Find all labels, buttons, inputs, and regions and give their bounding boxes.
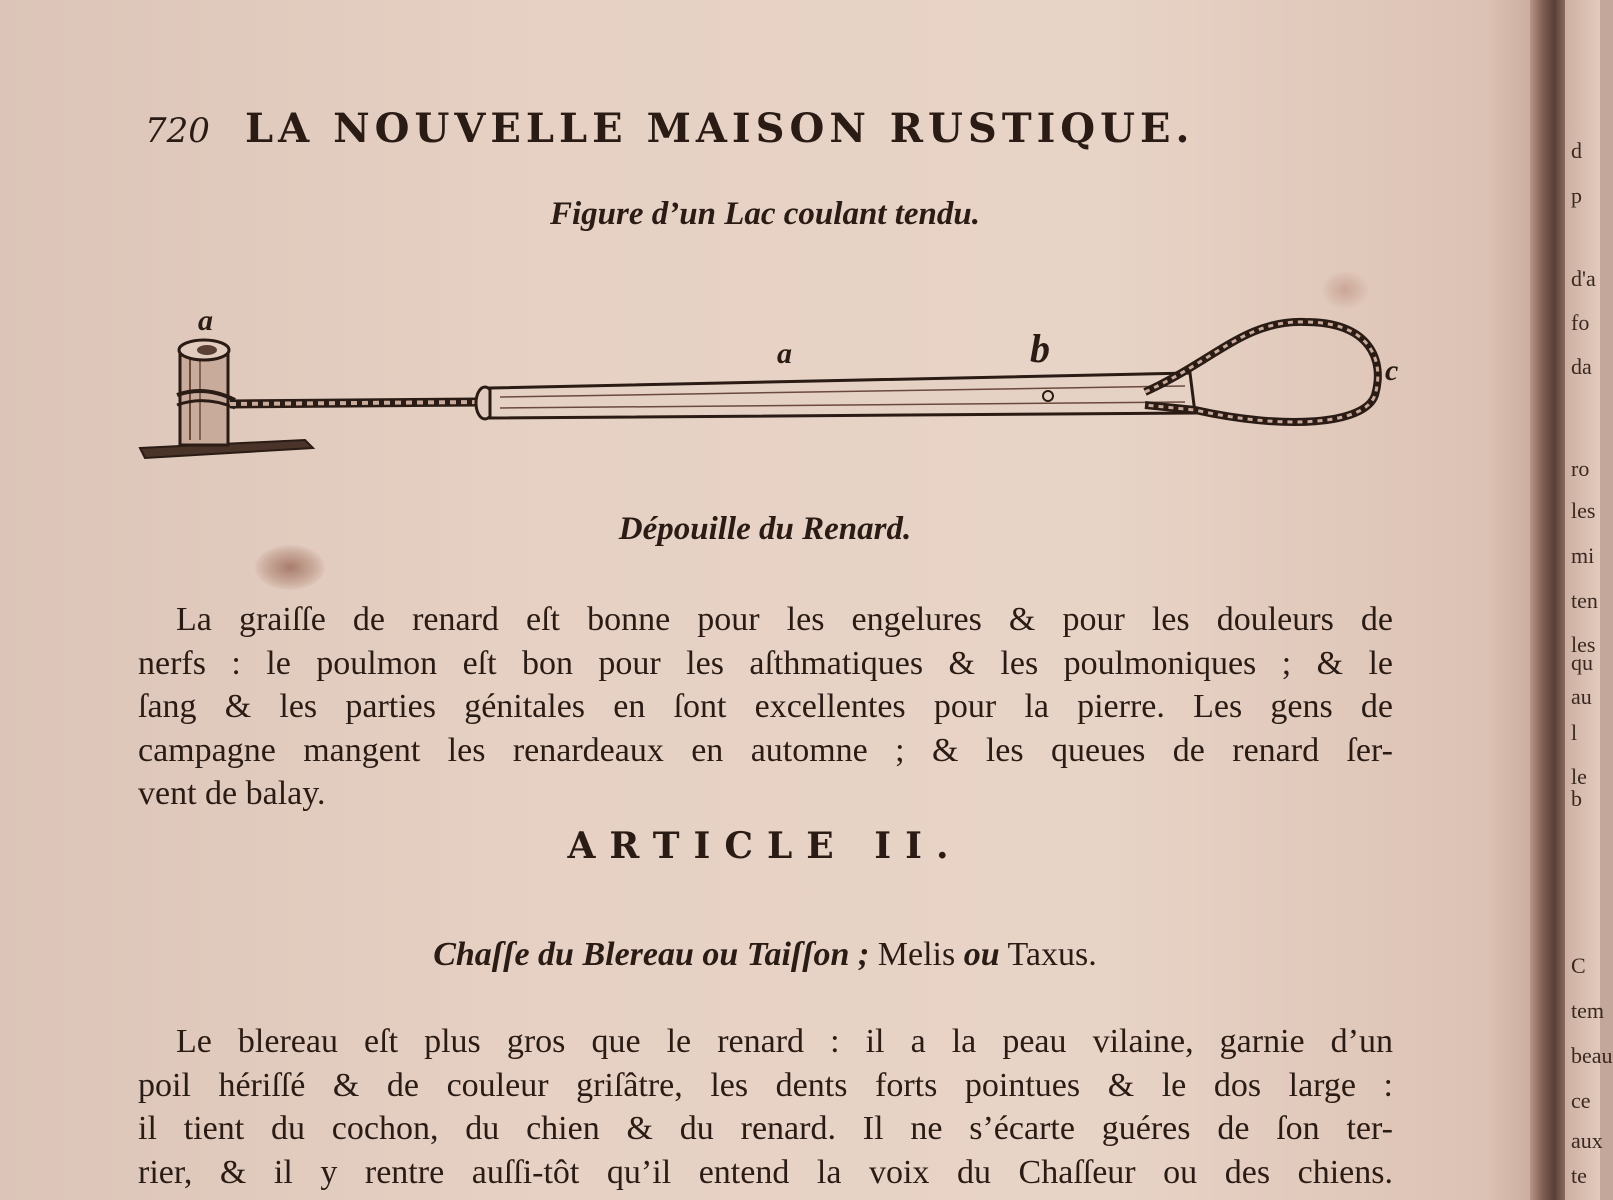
next-page-fragment: beau xyxy=(1571,1043,1613,1068)
next-page-edge xyxy=(1565,0,1613,1200)
subsection-part: Taxus. xyxy=(999,936,1097,973)
next-page-fragment: les xyxy=(1571,632,1596,657)
next-page-fragment: d xyxy=(1571,138,1582,163)
paper-stain xyxy=(255,545,325,590)
next-page-fragment: aux xyxy=(1571,1128,1603,1153)
snare-figure xyxy=(135,300,1425,470)
subsection-part: ou xyxy=(963,936,1000,973)
text-line: La graiſſe de renard eſt bonne pour les engelures & pour les douleurs de xyxy=(176,601,1393,638)
book-gutter xyxy=(1530,0,1565,1200)
section-title: Dépouille du Renard. xyxy=(618,511,912,547)
book-title: LA NOUVELLE MAISON RUSTIQUE. xyxy=(245,105,1195,152)
subsection-part: Melis xyxy=(869,936,964,973)
text-line: vent de balay. xyxy=(138,775,326,812)
figure-label-a-peg: a xyxy=(198,304,213,337)
next-page-fragment: mi xyxy=(1571,543,1595,568)
next-page-fragment: p xyxy=(1571,183,1582,208)
next-page-fragment: tem xyxy=(1571,998,1604,1023)
figure-caption: Figure d’un Lac coulant tendu. xyxy=(550,196,980,232)
next-page-fragment: les xyxy=(1571,498,1596,523)
snare-illustration xyxy=(135,300,1425,470)
next-page-fragment: C xyxy=(1571,953,1586,978)
next-page-fragment: l xyxy=(1571,720,1578,745)
paragraph-badger xyxy=(138,1020,1393,1194)
next-page-fragment: le b xyxy=(1571,764,1587,811)
text-line: Le blereau eſt plus gros que le renard : il a la peau vilaine, garnie d’un xyxy=(176,1023,1393,1060)
next-page-fragment: da xyxy=(1571,354,1592,379)
next-page-fragment: ten xyxy=(1571,588,1598,613)
figure-label-b: b xyxy=(1030,326,1050,371)
text-line: ſang & les parties génitales en ſont excellentes pour la pierre. Les gens de xyxy=(138,688,1393,725)
next-page-fragment: fo xyxy=(1571,310,1590,335)
figure-label-c: c xyxy=(1385,354,1399,387)
figure-label-a-rod: a xyxy=(777,337,792,370)
next-page-fragment: ce xyxy=(1571,1088,1591,1113)
text-line: il tient du cochon, du chien & du renard. Il ne s’écarte guéres de ſon ter- xyxy=(138,1110,1393,1147)
next-page-fragment: d'a xyxy=(1571,266,1596,291)
text-line: poil hériſſé & de couleur griſâtre, les dents forts pointues & le dos large : xyxy=(138,1066,1393,1104)
next-page-fragment: ro xyxy=(1571,456,1590,481)
next-page-fragment: te xyxy=(1571,1163,1587,1188)
next-page-fragment: qu xyxy=(1571,650,1593,675)
next-page-fragment: au xyxy=(1571,684,1592,709)
running-head xyxy=(145,105,1345,155)
text-line: rier, & il y rentre auſſi-tôt qu’il entend la voix du Chaſſeur ou des chiens. xyxy=(138,1153,1393,1191)
paragraph-fox xyxy=(138,598,1393,816)
text-line: campagne mangent les renardeaux en automne ; & les queues de renard ſer- xyxy=(138,731,1393,769)
subsection-title xyxy=(0,936,1530,974)
page-number: 720 xyxy=(145,111,210,151)
article-heading: ARTICLE II. xyxy=(567,825,963,867)
text-line: nerfs : le poulmon eſt bon pour les aſthmatiques & les poulmoniques ; & le xyxy=(138,644,1393,682)
subsection-part: Chaſſe du Blereau ou Taiſſon ; xyxy=(433,936,870,973)
